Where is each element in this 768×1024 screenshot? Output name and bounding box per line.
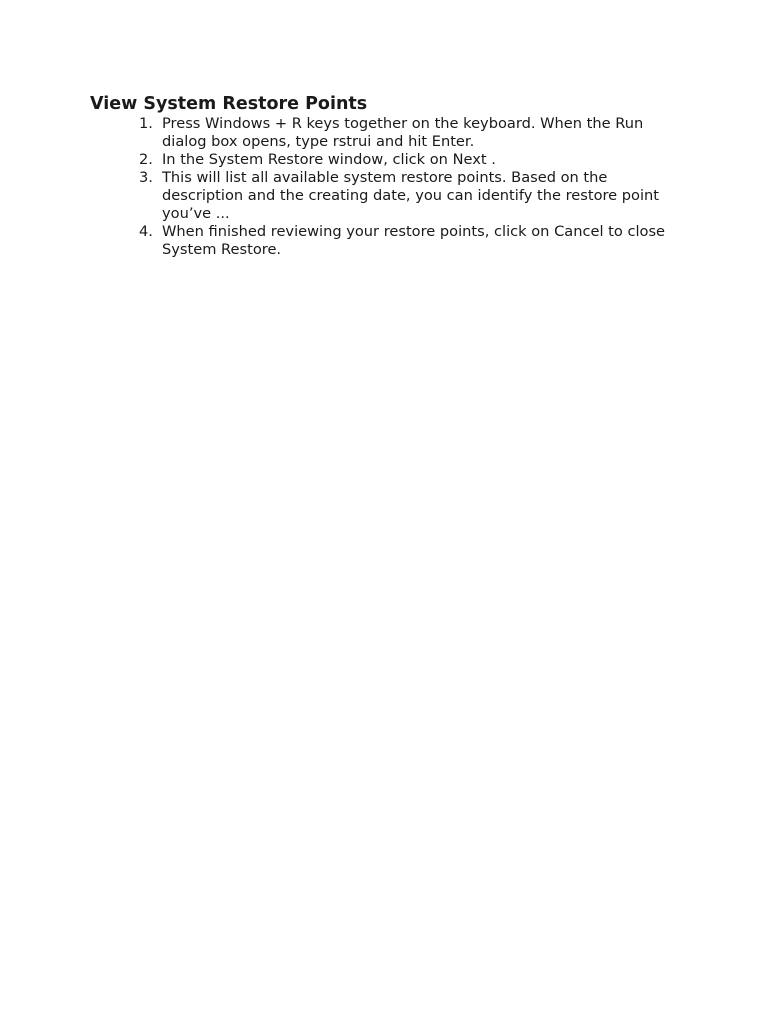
steps-list <box>139 115 692 259</box>
document-title: View System Restore Points <box>90 94 368 114</box>
step-number: 1. <box>139 115 153 132</box>
step-number: 3. <box>139 169 153 186</box>
step-number: 2. <box>139 151 153 168</box>
list-item <box>139 151 692 169</box>
step-text: This will list all available system restore points. Based on the description and the creating date, you can identify the restore point you’ve ... <box>162 169 660 222</box>
step-text: Press Windows + R keys together on the keyboard. When the Run dialog box opens, type rstrui and hit Enter. <box>162 115 644 150</box>
step-text: In the System Restore window, click on Next . <box>162 151 496 168</box>
list-item <box>139 115 692 151</box>
step-text: When finished reviewing your restore points, click on Cancel to close System Restore. <box>162 223 666 258</box>
list-item <box>139 169 692 223</box>
step-number: 4. <box>139 223 153 240</box>
list-item <box>139 223 692 259</box>
